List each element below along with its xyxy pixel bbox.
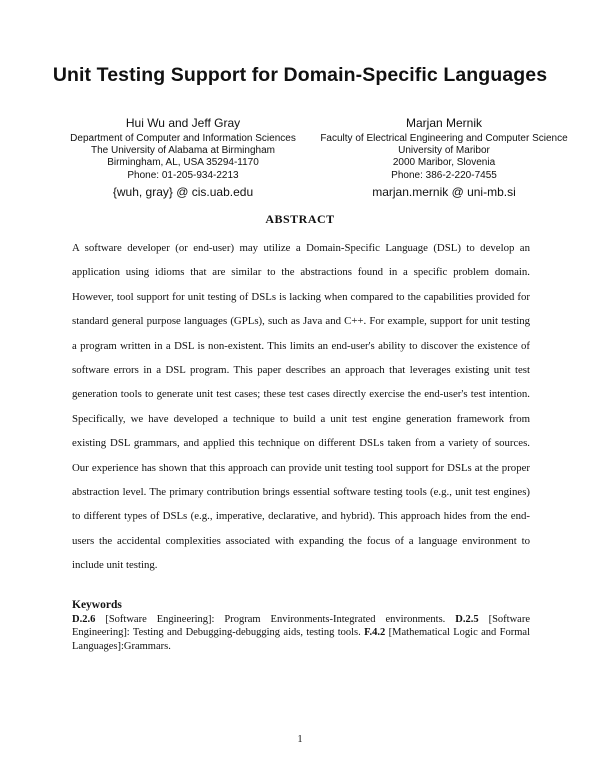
author-names: Hui Wu and Jeff Gray — [125, 116, 241, 130]
author-institution: University of Maribor — [398, 145, 490, 157]
keyword-text: [Software Engineering]: Program Environments-Integrated environments. — [95, 614, 456, 625]
abstract-heading: ABSTRACT — [265, 212, 335, 226]
keyword-code: F.4.2 — [364, 627, 386, 639]
author-block-right — [304, 116, 584, 200]
keyword-text: [Software Engineering]: Testing and Debugging-debugging aids, testing tools. — [72, 614, 530, 639]
author-block-left — [56, 116, 310, 200]
author-email: {wuh, gray} @ cis.uab.edu — [112, 184, 254, 199]
abstract-paragraph: A software developer (or end-user) may utilize a Domain-Specific Language (DSL) to develop an application using idioms that are similar to the abstractions found in a specific problem domain. However, tool support for unit testing of DSLs is lacking when compared to the capabilities provided for standard general purpose languages (GPLs), such as Java and C++. For example, support for unit testing a program written in a DSL is non-existent. This limits an end-user's ability to discover the existence of software errors in a DSL program. This paper describes an approach that leverages existing unit test generation tools to generate unit test cases; these test cases directly exercise the end-user's test intention. Specifically, we have developed a technique to build a unit test engine generation framework from existing DSL grammars, and applied this technique on different DSLs taken from a variety of sources. Our experience has shown that this approach can provide unit testing tool support for DSLs at the proper abstraction level. The primary contribution brings essential software testing tools (e.g., unit test engines) to different types of DSLs (e.g., imperative, declarative, and hybrid). This approach hides from the end-users the accidental complexities associated with expanding the focus of a language environment to include unit testing. — [72, 242, 530, 572]
author-address: 2000 Maribor, Slovenia — [392, 157, 496, 169]
keyword-text: [Mathematical Logic and Formal Languages]:Grammars. — [72, 627, 530, 652]
paper-title: Unit Testing Support for Domain-Specific Languages — [52, 64, 548, 86]
author-institution: The University of Alabama at Birmingham — [91, 145, 275, 157]
keywords-paragraph — [72, 613, 530, 653]
author-names: Marjan Mernik — [405, 116, 483, 130]
author-department: Department of Computer and Information Sciences — [70, 133, 296, 144]
keyword-code: D.2.6 — [72, 614, 96, 625]
author-phone: Phone: 386-2-220-7455 — [391, 169, 497, 181]
author-email: marjan.mernik @ uni-mb.si — [372, 184, 516, 199]
page-number: 1 — [297, 734, 303, 745]
keywords-heading: Keywords — [72, 599, 122, 611]
keyword-code: D.2.5 — [455, 614, 479, 625]
author-address: Birmingham, AL, USA 35294-1170 — [107, 157, 259, 169]
author-department: Faculty of Electrical Engineering and Computer Science — [320, 133, 568, 144]
author-phone: Phone: 01-205-934-2213 — [127, 169, 239, 181]
